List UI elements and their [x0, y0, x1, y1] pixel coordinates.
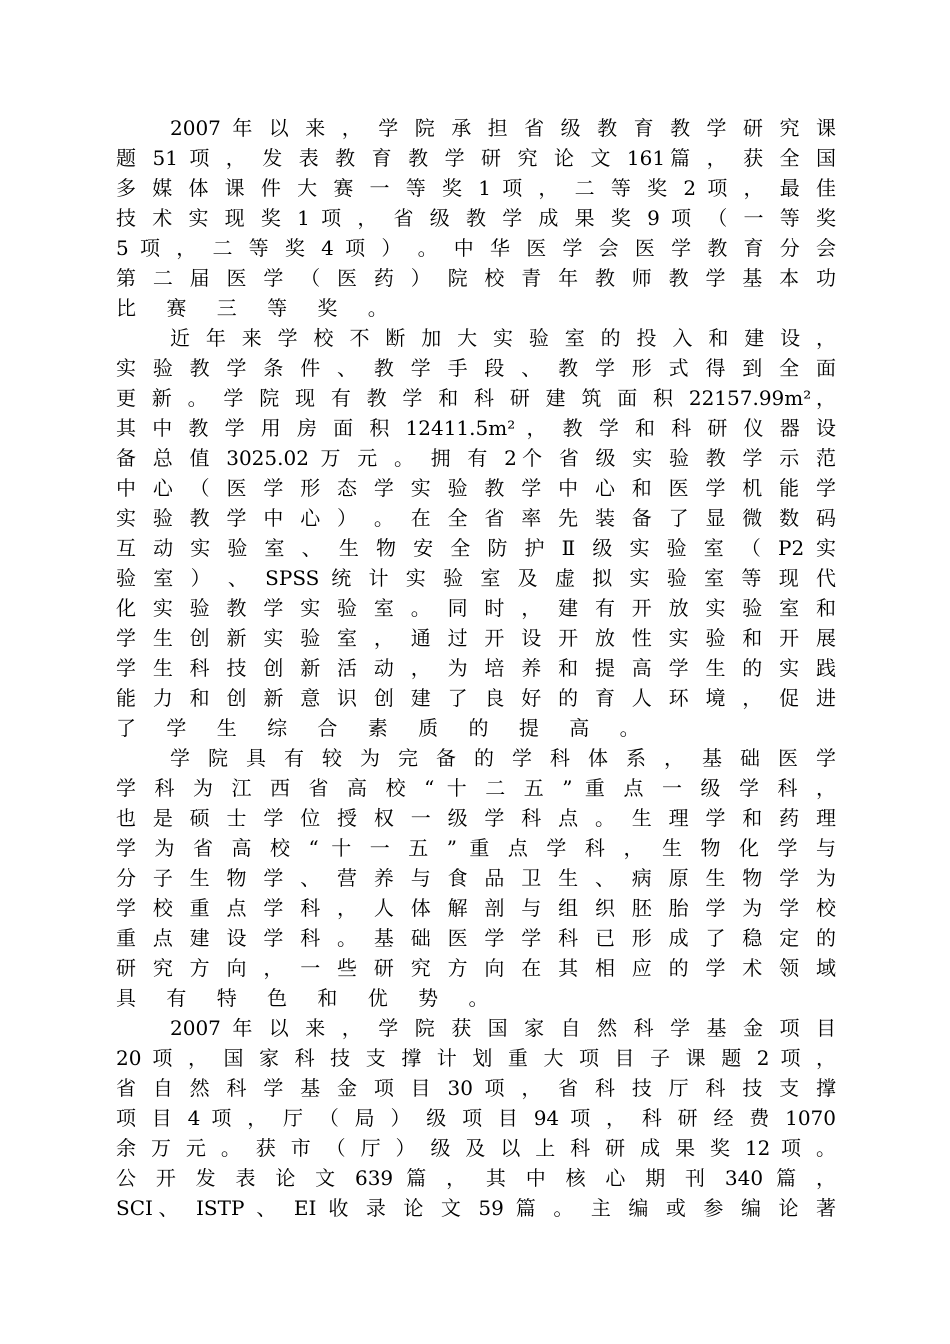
text-line: 项 目 4 项 ， 厅 （ 局 ） 级 项 目 94 项 ， 科 研 经 费 1070 — [116, 1106, 836, 1130]
text-line: SCI、 ISTP 、 EI 收 录 论 文 59 篇 。 主 编 或 参 编 论 著 — [116, 1196, 836, 1220]
text-line: 近 年 来 学 校 不 断 加 大 实 验 室 的 投 入 和 建 设 ， — [170, 326, 836, 350]
text-line-last — [116, 293, 836, 323]
text-line: 重 点 建 设 学 科 。 基 础 医 学 学 科 已 形 成 了 稳 定 的 — [116, 926, 836, 950]
text-line: 2007 年 以 来 ， 学 院 承 担 省 级 教 育 教 学 研 究 课 — [170, 116, 836, 140]
text-line-last — [116, 713, 836, 743]
text-line: 备 总 值 3025.02 万 元 。 拥 有 2个 省 级 实 验 教 学 示 范 — [116, 446, 836, 470]
text-line: 中 心 （ 医 学 形 态 学 实 验 教 学 中 心 和 医 学 机 能 学 — [116, 476, 836, 500]
text-line-last — [116, 983, 836, 1013]
text-span: 比 赛 三 等 奖 。 — [116, 296, 400, 320]
text-line: 验 室 ） 、 SPSS 统 计 实 验 室 及 虚 拟 实 验 室 等 现 代 — [116, 566, 836, 590]
paragraph-3 — [116, 743, 836, 1013]
text-line: 其 中 教 学 用 房 面 积 12411.5m² ， 教 学 和 科 研 仪 器 设 — [116, 416, 836, 440]
text-line: 研 究 方 向 ， 一 些 研 究 方 向 在 其 相 应 的 学 术 领 域 — [116, 956, 836, 980]
paragraph-4 — [116, 1013, 836, 1223]
text-line: 化 实 验 教 学 实 验 室 。 同 时 ， 建 有 开 放 实 验 室 和 — [116, 596, 836, 620]
text-line: 学 科 为 江 西 省 高 校 “ 十 二 五 ” 重 点 一 级 学 科 ， — [116, 776, 836, 800]
text-span: 具 有 特 色 和 优 势 。 — [116, 986, 501, 1010]
text-line: 更 新 。 学 院 现 有 教 学 和 科 研 建 筑 面 积 22157.99m²， — [116, 386, 836, 410]
text-line: 余 万 元 。 获 市 （ 厅 ） 级 及 以 上 科 研 成 果 奖 12 项 。 — [116, 1136, 836, 1160]
text-line: 学 校 重 点 学 科 ， 人 体 解 剖 与 组 织 胚 胎 学 为 学 校 — [116, 896, 836, 920]
text-line: 互 动 实 验 室 、 生 物 安 全 防 护 Ⅱ 级 实 验 室 （ P2 实 — [116, 536, 836, 560]
text-line: 学 为 省 高 校 “ 十 一 五 ” 重 点 学 科 ， 生 物 化 学 与 — [116, 836, 836, 860]
text-line: 学 院 具 有 较 为 完 备 的 学 科 体 系 ， 基 础 医 学 — [170, 746, 836, 770]
paragraph-1 — [116, 113, 836, 323]
text-line: 5 项 ， 二 等 奖 4 项 ） 。 中 华 医 学 会 医 学 教 育 分 会 — [116, 236, 836, 260]
text-line: 20 项 ， 国 家 科 技 支 撑 计 划 重 大 项 目 子 课 题 2 项 ， — [116, 1046, 836, 1070]
text-line: 实 验 教 学 条 件 、 教 学 手 段 、 教 学 形 式 得 到 全 面 — [116, 356, 836, 380]
text-line: 第 二 届 医 学 （ 医 药 ） 院 校 青 年 教 师 教 学 基 本 功 — [116, 266, 836, 290]
document-page — [116, 113, 836, 1223]
text-line: 学 生 创 新 实 验 室 ， 通 过 开 设 开 放 性 实 验 和 开 展 — [116, 626, 836, 650]
text-line: 能 力 和 创 新 意 识 创 建 了 良 好 的 育 人 环 境 ， 促 进 — [116, 686, 836, 710]
text-line: 省 自 然 科 学 基 金 项 目 30 项 ， 省 科 技 厅 科 技 支 撑 — [116, 1076, 836, 1100]
text-line: 2007 年 以 来 ， 学 院 获 国 家 自 然 科 学 基 金 项 目 — [170, 1016, 836, 1040]
text-line: 学 生 科 技 创 新 活 动 ， 为 培 养 和 提 高 学 生 的 实 践 — [116, 656, 836, 680]
text-line: 实 验 教 学 中 心 ） 。 在 全 省 率 先 装 备 了 显 微 数 码 — [116, 506, 836, 530]
text-line: 题 51 项 ， 发 表 教 育 教 学 研 究 论 文 161篇 ， 获 全 国 — [116, 146, 836, 170]
text-line: 分 子 生 物 学 、 营 养 与 食 品 卫 生 、 病 原 生 物 学 为 — [116, 866, 836, 890]
text-line: 也 是 硕 士 学 位 授 权 一 级 学 科 点 。 生 理 学 和 药 理 — [116, 806, 836, 830]
text-line: 技 术 实 现 奖 1 项 ， 省 级 教 学 成 果 奖 9 项 （ 一 等 奖 — [116, 206, 836, 230]
text-line: 多 媒 体 课 件 大 赛 一 等 奖 1 项 ， 二 等 奖 2 项 ， 最 佳 — [116, 176, 836, 200]
text-line: 公 开 发 表 论 文 639 篇 ， 其 中 核 心 期 刊 340 篇 ， — [116, 1166, 836, 1190]
text-span: 了 学 生 综 合 素 质 的 提 高 。 — [116, 716, 652, 740]
paragraph-2 — [116, 323, 836, 743]
